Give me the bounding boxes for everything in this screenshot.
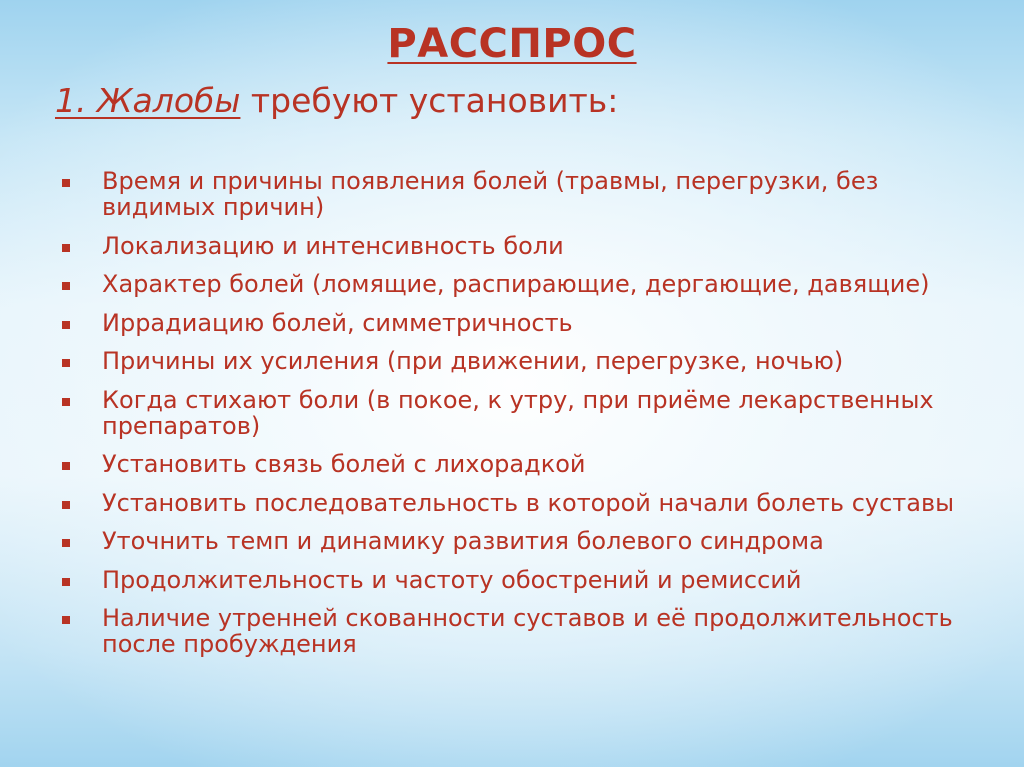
section-heading — [55, 78, 618, 124]
square-bullet-icon — [62, 398, 70, 406]
list-item — [62, 451, 962, 477]
list-item-text: Установить последовательность в которой начали болеть суставы — [102, 488, 955, 517]
square-bullet-icon — [62, 616, 70, 624]
list-item-text: Время и причины появления болей (травмы, перегрузки, без видимых причин) — [102, 167, 879, 221]
section-heading-rest: требуют установить: — [240, 81, 619, 120]
list-item-text: Наличие утренней скованности суставов и её продолжительность после пробуждения — [102, 604, 953, 658]
square-bullet-icon — [62, 501, 70, 509]
list-item — [62, 567, 962, 593]
slide-title: РАССПРОС — [387, 21, 637, 67]
list-item — [62, 348, 962, 374]
square-bullet-icon — [62, 179, 70, 187]
square-bullet-icon — [62, 282, 70, 290]
list-item-text: Уточнить темп и динамику развития болевого синдрома — [102, 527, 824, 555]
list-item — [62, 605, 962, 657]
list-item — [62, 271, 962, 297]
list-item-text: Локализацию и интенсивность боли — [102, 231, 564, 260]
list-item — [62, 310, 962, 336]
square-bullet-icon — [62, 359, 70, 367]
section-heading-emphasis: 1. Жалобы — [55, 81, 241, 120]
complaints-list — [62, 168, 962, 670]
square-bullet-icon — [62, 539, 70, 547]
list-item-text: Установить связь болей с лихорадкой — [102, 450, 586, 478]
square-bullet-icon — [62, 244, 70, 252]
list-item-text: Когда стихают боли (в покое, к утру, при приёме лекарственных препаратов) — [102, 385, 934, 440]
list-item — [62, 528, 962, 554]
list-item — [62, 387, 962, 439]
square-bullet-icon — [62, 578, 70, 586]
list-item — [62, 490, 962, 516]
list-item — [62, 168, 962, 220]
list-item-text: Продолжительность и частоту обострений и ремиссий — [102, 565, 802, 594]
list-item-text: Характер болей (ломящие, распирающие, дергающие, давящие) — [102, 270, 930, 298]
square-bullet-icon — [62, 462, 70, 470]
list-item-text: Причины их усиления (при движении, перегрузке, ночью) — [102, 347, 844, 375]
square-bullet-icon — [62, 321, 70, 329]
list-item-text: Иррадиацию болей, симметричность — [102, 308, 573, 337]
list-item — [62, 233, 962, 259]
